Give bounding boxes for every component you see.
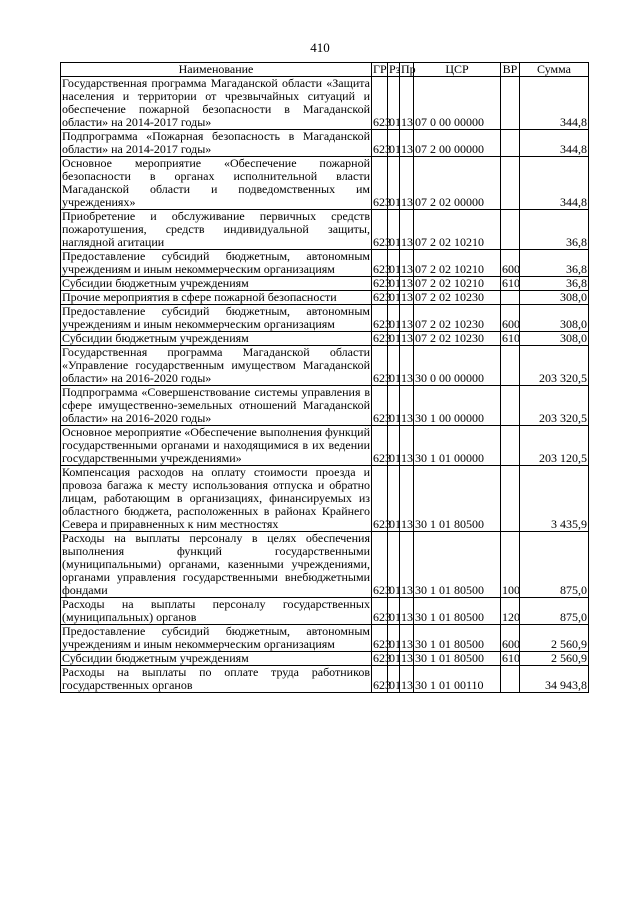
cell-gr: 623	[372, 625, 388, 652]
cell-vr	[501, 130, 520, 157]
cell-gr: 623	[372, 210, 388, 250]
cell-sum: 344,8	[520, 130, 589, 157]
cell-csr: 30 1 01 80500	[414, 625, 501, 652]
table-row	[61, 130, 589, 157]
cell-name: Расходы на выплаты персоналу государственных (муниципальных) органов	[62, 597, 370, 624]
cell-rz: 01	[388, 305, 400, 332]
header-row	[61, 63, 589, 77]
table-row	[61, 210, 589, 250]
cell-sum: 308,0	[520, 305, 589, 332]
cell-pr: 13	[400, 77, 414, 130]
cell-pr: 13	[400, 210, 414, 250]
cell-pr: 13	[401, 276, 413, 290]
cell-rz: 01	[388, 598, 400, 625]
table-row	[61, 426, 589, 466]
cell-csr: 07 2 00 00000	[414, 130, 501, 157]
cell-rz: 01	[388, 426, 400, 466]
cell-gr: 623	[372, 157, 388, 210]
cell-rz: 01	[389, 331, 401, 345]
cell-gr: 623	[372, 346, 388, 386]
cell-pr: 13	[401, 651, 413, 665]
cell-csr: 30 0 00 00000	[414, 346, 501, 386]
cell-pr: 13	[400, 130, 414, 157]
cell-sum: 875,0	[520, 532, 589, 598]
cell-name: Компенсация расходов на оплату стоимости проезда и провоза багажа к месту использования отпуска и обратно лицам, работающим в организациях, финансируемых из областного бюджета, расположенных в районах Крайнего Севера и приравненных к ним местностях	[62, 465, 370, 531]
cell-gr: 623	[373, 276, 391, 290]
cell-gr: 623	[373, 290, 391, 304]
cell-name: Государственная программа Магаданской области «Управление государственным имуществом Магаданской области» на 2016-2020 годы»	[62, 345, 370, 385]
cell-csr: 30 1 01 00000	[414, 426, 501, 466]
cell-name: Субсидии бюджетным учреждениям	[61, 652, 372, 666]
cell-name: Приобретение и обслуживание первичных средств пожаротушения, средств индивидуальной защиты, наглядной агитации	[62, 209, 370, 249]
cell-vr	[501, 210, 520, 250]
cell-rz: 01	[388, 77, 400, 130]
cell-name: Субсидии бюджетным учреждениям	[61, 277, 372, 291]
cell-gr: 623	[373, 651, 391, 665]
cell-vr	[501, 157, 520, 210]
cell-rz: 01	[389, 651, 401, 665]
cell-vr: 610	[502, 276, 520, 290]
cell-sum: 875,0	[520, 598, 589, 625]
cell-csr: 07 2 02 10230	[414, 332, 501, 346]
cell-pr: 13	[400, 157, 414, 210]
cell-pr: 13	[400, 250, 414, 277]
cell-csr: 30 1 01 00110	[414, 666, 501, 693]
cell-gr: 623	[372, 386, 388, 426]
cell-csr: 30 1 01 80500	[414, 652, 501, 666]
table-row	[61, 77, 589, 130]
cell-vr: 600	[501, 625, 520, 652]
cell-pr: 13	[400, 346, 414, 386]
cell-gr: 623	[373, 331, 391, 345]
cell-sum: 203 320,5	[520, 386, 589, 426]
cell-name: Предоставление субсидий бюджетным, автономным учреждениям и иным некоммерческим организациям	[62, 249, 370, 276]
table-row	[61, 598, 589, 625]
cell-rz: 01	[388, 625, 400, 652]
cell-vr	[501, 77, 520, 130]
table-row	[61, 332, 589, 346]
cell-gr: 623	[372, 305, 388, 332]
cell-vr	[501, 386, 520, 426]
cell-rz: 01	[388, 130, 400, 157]
header-vr: ВР	[501, 63, 520, 77]
cell-csr: 30 1 01 80500	[414, 598, 501, 625]
cell-sum: 34 943,8	[520, 666, 589, 693]
header-name: Наименование	[61, 63, 372, 77]
cell-rz: 01	[388, 210, 400, 250]
cell-csr: 30 1 01 80500	[414, 466, 501, 532]
table-row	[61, 250, 589, 277]
cell-sum: 203 120,5	[520, 426, 589, 466]
cell-vr	[501, 346, 520, 386]
page-number: 410	[310, 40, 330, 55]
header-sum: Сумма	[520, 63, 589, 77]
table-row	[61, 291, 589, 305]
cell-sum: 2 560,9	[520, 652, 589, 666]
cell-csr: 07 2 02 00000	[414, 157, 501, 210]
table-row	[61, 466, 589, 532]
cell-name: Предоставление субсидий бюджетным, автономным учреждениям и иным некоммерческим организациям	[62, 304, 370, 331]
cell-vr	[501, 466, 520, 532]
header-csr: ЦСР	[414, 63, 501, 77]
cell-name: Государственная программа Магаданской области «Защита населения и территории от чрезвычайных ситуаций и обеспечение пожарной безопасности в Магаданской области» на 2014-2017 годы»	[62, 76, 370, 129]
cell-name: Предоставление субсидий бюджетным, автономным учреждениям и иным некоммерческим организациям	[62, 624, 370, 651]
cell-vr: 600	[501, 305, 520, 332]
cell-rz: 01	[388, 386, 400, 426]
cell-csr: 07 0 00 00000	[414, 77, 501, 130]
table-row	[61, 666, 589, 693]
table-row	[61, 532, 589, 598]
cell-pr: 13	[400, 466, 414, 532]
cell-sum: 308,0	[520, 291, 589, 305]
cell-sum: 36,8	[520, 250, 589, 277]
cell-sum: 3 435,9	[520, 466, 589, 532]
cell-vr: 120	[501, 598, 520, 625]
cell-vr: 610	[502, 331, 520, 345]
cell-name: Расходы на выплаты персоналу в целях обеспечения выполнения функций государственными (муниципальными) органами, казенными учреждениями, органами управления государственными внебюджетными фондами	[62, 531, 370, 597]
cell-rz: 01	[389, 276, 401, 290]
cell-name: Расходы на выплаты по оплате труда работников государственных органов	[62, 665, 370, 692]
cell-csr: 07 2 02 10230	[414, 305, 501, 332]
cell-vr: 100	[501, 532, 520, 598]
table-row	[61, 305, 589, 332]
table-header	[61, 63, 589, 77]
header-gr: ГР	[373, 62, 387, 76]
table-row	[61, 157, 589, 210]
cell-sum: 344,8	[520, 77, 589, 130]
cell-pr: 13	[400, 386, 414, 426]
cell-vr	[501, 666, 520, 693]
cell-pr: 13	[401, 331, 413, 345]
cell-csr: 07 2 02 10230	[414, 291, 501, 305]
cell-rz: 01	[388, 250, 400, 277]
cell-gr: 623	[372, 130, 388, 157]
table-row	[61, 346, 589, 386]
cell-gr: 623	[372, 532, 388, 598]
cell-gr: 623	[372, 666, 388, 693]
cell-sum: 308,0	[520, 332, 589, 346]
cell-sum: 36,8	[520, 210, 589, 250]
table-row	[61, 277, 589, 291]
table-body	[61, 77, 589, 693]
budget-table	[60, 62, 589, 693]
cell-vr: 610	[502, 651, 520, 665]
cell-pr: 13	[400, 426, 414, 466]
cell-csr: 07 2 02 10210	[414, 277, 501, 291]
cell-gr: 623	[372, 250, 388, 277]
cell-name: Подпрограмма «Совершенствование системы управления в сфере имущественно-земельных отношений Магаданской области» на 2016-2020 годы»	[62, 385, 370, 425]
cell-sum: 36,8	[520, 277, 589, 291]
cell-csr: 30 1 00 00000	[414, 386, 501, 426]
cell-gr: 623	[372, 598, 388, 625]
cell-rz: 01	[388, 666, 400, 693]
table-row	[61, 652, 589, 666]
header-pr: Пр	[401, 62, 416, 76]
cell-sum: 344,8	[520, 157, 589, 210]
cell-gr: 623	[372, 426, 388, 466]
cell-rz: 01	[388, 532, 400, 598]
cell-csr: 07 2 02 10210	[414, 250, 501, 277]
cell-name: Основное мероприятие «Обеспечение пожарной безопасности в органах исполнительной власти Магаданской области и подведомственных им учреждениях»	[62, 156, 370, 209]
cell-pr: 13	[400, 305, 414, 332]
cell-name: Подпрограмма «Пожарная безопасность в Магаданской области» на 2014-2017 годы»	[62, 129, 370, 156]
cell-rz: 01	[388, 346, 400, 386]
cell-rz: 01	[388, 466, 400, 532]
cell-pr: 13	[401, 290, 413, 304]
cell-vr	[501, 291, 520, 305]
cell-pr: 13	[400, 666, 414, 693]
cell-name: Основное мероприятие «Обеспечение выполнения функций государственными органами и находящимися в их ведении государственными учреждениями»	[62, 425, 370, 465]
cell-csr: 30 1 01 80500	[414, 532, 501, 598]
cell-pr: 13	[400, 532, 414, 598]
cell-vr	[501, 426, 520, 466]
cell-pr: 13	[400, 625, 414, 652]
table-row	[61, 386, 589, 426]
cell-sum: 2 560,9	[520, 625, 589, 652]
cell-csr: 07 2 02 10210	[414, 210, 501, 250]
cell-pr: 13	[400, 598, 414, 625]
cell-gr: 623	[372, 466, 388, 532]
cell-rz: 01	[388, 157, 400, 210]
cell-vr: 600	[501, 250, 520, 277]
cell-rz: 01	[389, 290, 401, 304]
cell-gr: 623	[372, 77, 388, 130]
cell-name: Субсидии бюджетным учреждениям	[61, 332, 372, 346]
table-row	[61, 625, 589, 652]
cell-sum: 203 320,5	[520, 346, 589, 386]
cell-name: Прочие мероприятия в сфере пожарной безопасности	[61, 291, 372, 305]
header-rz: Рз	[389, 62, 401, 76]
